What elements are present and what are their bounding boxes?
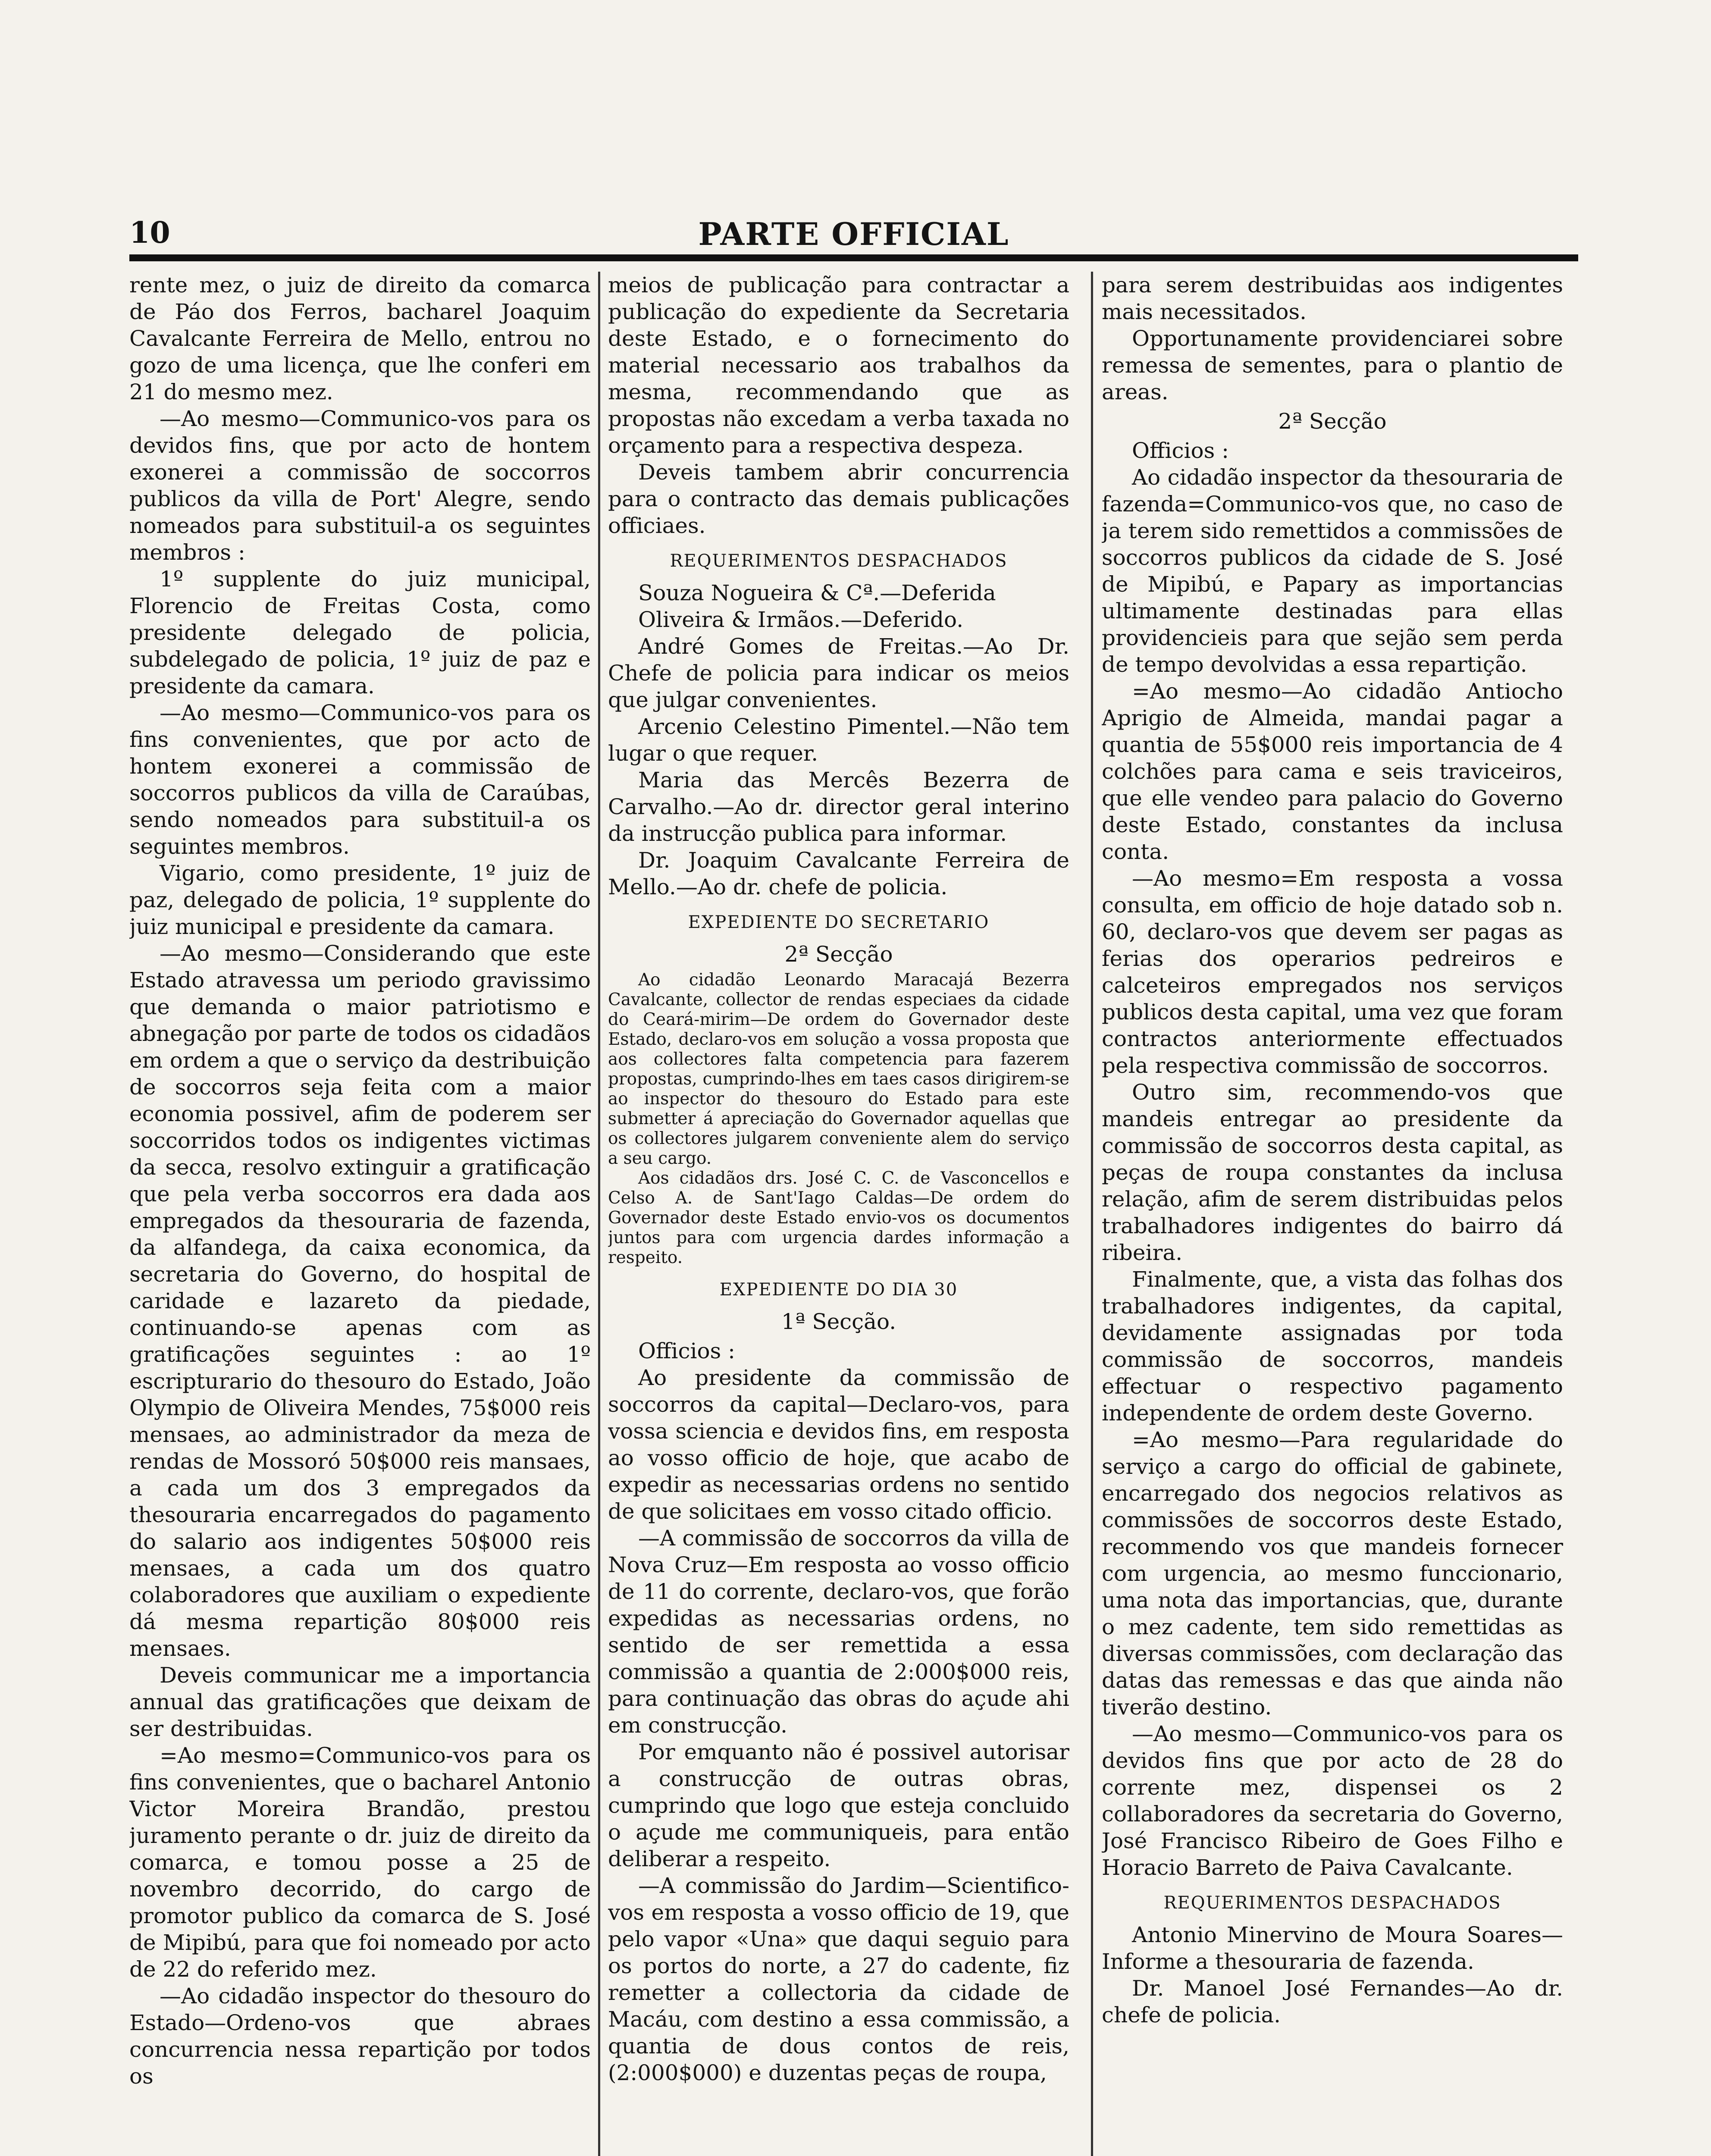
paragraph: —Ao mesmo—Communico-vos para os fins convenientes, que por acto de hontem exonerei a commissão de soccorros publicos da villa de Caraúbas, sendo nomeados para substituil-a os seguintes membros.: [129, 700, 591, 859]
section-heading: EXPEDIENTE DO DIA 30: [719, 1280, 958, 1300]
column-2: [608, 272, 1069, 2156]
list-item: Antonio Minervino de Moura Soares—Informe a thesouraria de fazenda.: [1102, 1922, 1563, 1974]
paragraph: Ao cidadão Leonardo Maracajá Bezerra Cavalcante, collector de rendas especiaes da cidade do Ceará-mirim—De ordem do Governador deste Estado, declaro-vos em solução a vossa proposta que aos collectores falta competencia para fazerem propostas, cumprindo-lhes em taes casos dirigirem-se ao inspector do thesouro do Estado para este submetter á apreciação do Governador aquellas que os collectores julgarem conveniente alem do serviço a seu cargo.: [608, 970, 1069, 1168]
section-heading: EXPEDIENTE DO SECRETARIO: [688, 912, 990, 932]
paragraph: Officios :: [638, 1338, 735, 1363]
section-heading: REQUERIMENTOS DESPACHADOS: [670, 551, 1008, 571]
paragraph: meios de publicação para contractar a publicação do expediente da Secretaria deste Estado, e o fornecimento do material necessario aos trabalhos da mesma, recommendando que as propostas não excedam a verba taxada no orçamento para a respectiva despeza.: [608, 273, 1069, 458]
paragraph: =Ao mesmo=Communico-vos para os fins convenientes, que o bacharel Antonio Victor Moreira Brandão, prestou juramento perante o dr. juiz de direito da comarca, e tomou posse a 25 de novembro decorrido, do cargo de promotor publico da comarca de S. José de Mipibú, para que foi nomeado por acto de 22 do referido mez.: [129, 1743, 591, 1982]
paragraph: Outro sim, recommendo-vos que mandeis entregar ao presidente da commissão de soccorros desta capital, as peças de roupa constantes da inclusa relação, afim de serem distribuidas pelos trabalhadores indigentes do bairro dá ribeira.: [1102, 1080, 1563, 1265]
paragraph: —A commissão de soccorros da villa de Nova Cruz—Em resposta ao vosso officio de 11 do corrente, declaro-vos, que forão expedidas as necessarias ordens, no sentido de ser remettida a essa commissão a quantia de 2:000$000 reis, para continuação das obras do açude ahi em construcção.: [608, 1526, 1069, 1738]
paragraph: —A commissão do Jardim—Scientifico-vos em resposta a vosso officio de 19, que pelo vapor «Una» que daqui seguio para os portos do norte, a 27 do cadente, fiz remetter a collectoria da cidade de Macáu, com destino a essa commissão, a quantia de dous contos de reis, (2:000$000) e duzentas peças de roupa,: [608, 1873, 1069, 2085]
paragraph: Finalmente, que, a vista das folhas dos trabalhadores indigentes, da capital, devidamente assignadas por toda commissão de soccorros, mandeis effectuar o respectivo pagamento independente de ordem deste Governo.: [1102, 1267, 1563, 1426]
column-divider: [1091, 272, 1093, 2156]
list-item: André Gomes de Freitas.—Ao Dr. Chefe de policia para indicar os meios que julgar convenientes.: [608, 634, 1069, 712]
paragraph: 1º supplente do juiz municipal, Florencio de Freitas Costa, como presidente delegado de policia, subdelegado de policia, 1º juiz de paz e presidente da camara.: [129, 567, 591, 699]
section-heading: REQUERIMENTOS DESPACHADOS: [1163, 1893, 1501, 1913]
header-rule: [129, 254, 1578, 261]
paragraph: —Ao cidadão inspector do thesouro do Estado—Ordeno-vos que abraes concurrencia nessa repartição por todos os: [129, 1984, 591, 2089]
list-item: Souza Nogueira & Cª.—Deferida: [638, 580, 996, 605]
paragraph: =Ao mesmo—Para regularidade do serviço a cargo do official de gabinete, encarregado dos negocios relativos as commissões de soccorros deste Estado, recommendo vos que mandeis fornecer com urgencia, ao mesmo funccionario, uma nota das importancias, que, durante o mez cadente, tem sido remettidas as diversas commissões, com declaração das datas das remessas e das que ainda não tiverão destino.: [1102, 1427, 1563, 1720]
column-3: [1102, 272, 1563, 2156]
column-divider: [598, 272, 600, 2156]
list-item: Arcenio Celestino Pimentel.—Não tem lugar o que requer.: [608, 714, 1069, 766]
paragraph: Ao presidente da commissão de soccorros da capital—Declaro-vos, para vossa sciencia e devidos fins, em resposta ao vosso officio de hoje, que acabo de expedir as necessarias ordens no sentido de que solicitaes em vosso citado officio.: [608, 1365, 1069, 1524]
section-subheading: 2ª Secção: [784, 942, 893, 967]
paragraph: —Ao mesmo—Communico-vos para os devidos fins que por acto de 28 do corrente mez, dispensei os 2 collaboradores da secretaria do Governo, José Francisco Ribeiro de Goes Filho e Horacio Barreto de Paiva Cavalcante.: [1102, 1721, 1563, 1880]
section-subheading: 2ª Secção: [1278, 409, 1387, 434]
section-subheading: 1ª Secção.: [781, 1309, 896, 1334]
paragraph: —Ao mesmo—Considerando que este Estado atravessa um periodo gravissimo que demanda o maior patriotismo e abnegação por parte de todos os cidadãos em ordem a que o serviço da destribuição de soccorros seja feita com a maior economia possivel, afim de poderem ser soccorridos todos os indigentes victimas da secca, resolvo extinguir a gratificação que pela verba soccorros era dada aos empregados da thesouraria de fazenda, da alfandega, da caixa economica, da secretaria do Governo, do hospital de caridade e lazareto da piedade, continuando-se apenas com as gratificações seguintes : ao 1º escripturario do thesouro do Estado, João Olympio de Oliveira Mendes, 75$000 reis mensaes, ao administrador da meza de rendas de Mossoró 50$000 reis mansaes, a cada um dos 3 empregados da thesouraria encarregados do pagamento do salario aos indigentes 50$000 reis mensaes, a cada um dos quatro colaboradores que auxiliam o expediente dá mesma repartição 80$000 reis mensaes.: [129, 941, 591, 1661]
paragraph: Aos cidadãos drs. José C. C. de Vasconcellos e Celso A. de Sant'Iago Caldas—De ordem do Governador deste Estado envio-vos os documentos juntos para com urgencia dardes informação a respeito.: [608, 1169, 1069, 1267]
paragraph: Por emquanto não é possivel autorisar a construcção de outras obras, cumprindo que logo que esteja concluido o açude me communiqueis, para então deliberar a respeito.: [608, 1739, 1069, 1871]
page-number: 10: [129, 216, 170, 250]
paragraph: —Ao mesmo=Em resposta a vossa consulta, em officio de hoje datado sob n. 60, declaro-vos que devem ser pagas as ferias dos operarios pedreiros e calceteiros empregados nos serviços publicos desta capital, uma vez que foram contractos anteriormente effectuados pela respectiva commissão de soccorros.: [1102, 866, 1563, 1078]
paragraph: para serem destribuidas aos indigentes mais necessitados.: [1102, 273, 1563, 324]
paragraph: Vigario, como presidente, 1º juiz de paz, delegado de policia, 1º supplente do juiz municipal e presidente da camara.: [129, 861, 591, 939]
paragraph: Deveis communicar me a importancia annual das gratificações que deixam de ser destribuidas.: [129, 1663, 591, 1741]
paragraph: Deveis tambem abrir concurrencia para o contracto das demais publicações officiaes.: [608, 460, 1069, 538]
page-title: PARTE OFFICIAL: [698, 216, 1009, 252]
page-header: [129, 216, 1578, 250]
list-item: Maria das Mercês Bezerra de Carvalho.—Ao dr. director geral interino da instrucção publica para informar.: [608, 768, 1069, 846]
paragraph: Officios :: [1132, 438, 1229, 463]
column-1: [129, 272, 591, 2156]
paragraph: Ao cidadão inspector da thesouraria de fazenda=Communico-vos que, no caso de ja terem sido remettidos a commissões de soccorros publicos da cidade de S. José de Mipibú, e Papary as importancias ultimamente destinadas para ellas providencieis para que sejão sem perda de tempo devolvidas a essa repartição.: [1102, 465, 1563, 677]
paragraph: rente mez, o juiz de direito da comarca de Páo dos Ferros, bacharel Joaquim Cavalcante Ferreira de Mello, entrou no gozo de uma licença, que lhe conferi em 21 do mesmo mez.: [129, 273, 591, 404]
paragraph: Opportunamente providenciarei sobre remessa de sementes, para o plantio de areas.: [1102, 326, 1563, 404]
list-item: Oliveira & Irmãos.—Deferido.: [638, 607, 964, 632]
paragraph: —Ao mesmo—Communico-vos para os devidos fins, que por acto de hontem exonerei a commissão de soccorros publicos da villa de Port' Alegre, sendo nomeados para substituil-a os seguintes membros :: [129, 406, 591, 565]
list-item: Dr. Joaquim Cavalcante Ferreira de Mello.—Ao dr. chefe de policia.: [608, 848, 1069, 899]
paragraph: =Ao mesmo—Ao cidadão Antiocho Aprigio de Almeida, mandai pagar a quantia de 55$000 reis importancia de 4 colchões para cama e seis traviceiros, que elle vendeo para palacio do Governo deste Estado, constantes da inclusa conta.: [1102, 679, 1563, 864]
list-item: Dr. Manoel José Fernandes—Ao dr. chefe de policia.: [1102, 1976, 1563, 2028]
